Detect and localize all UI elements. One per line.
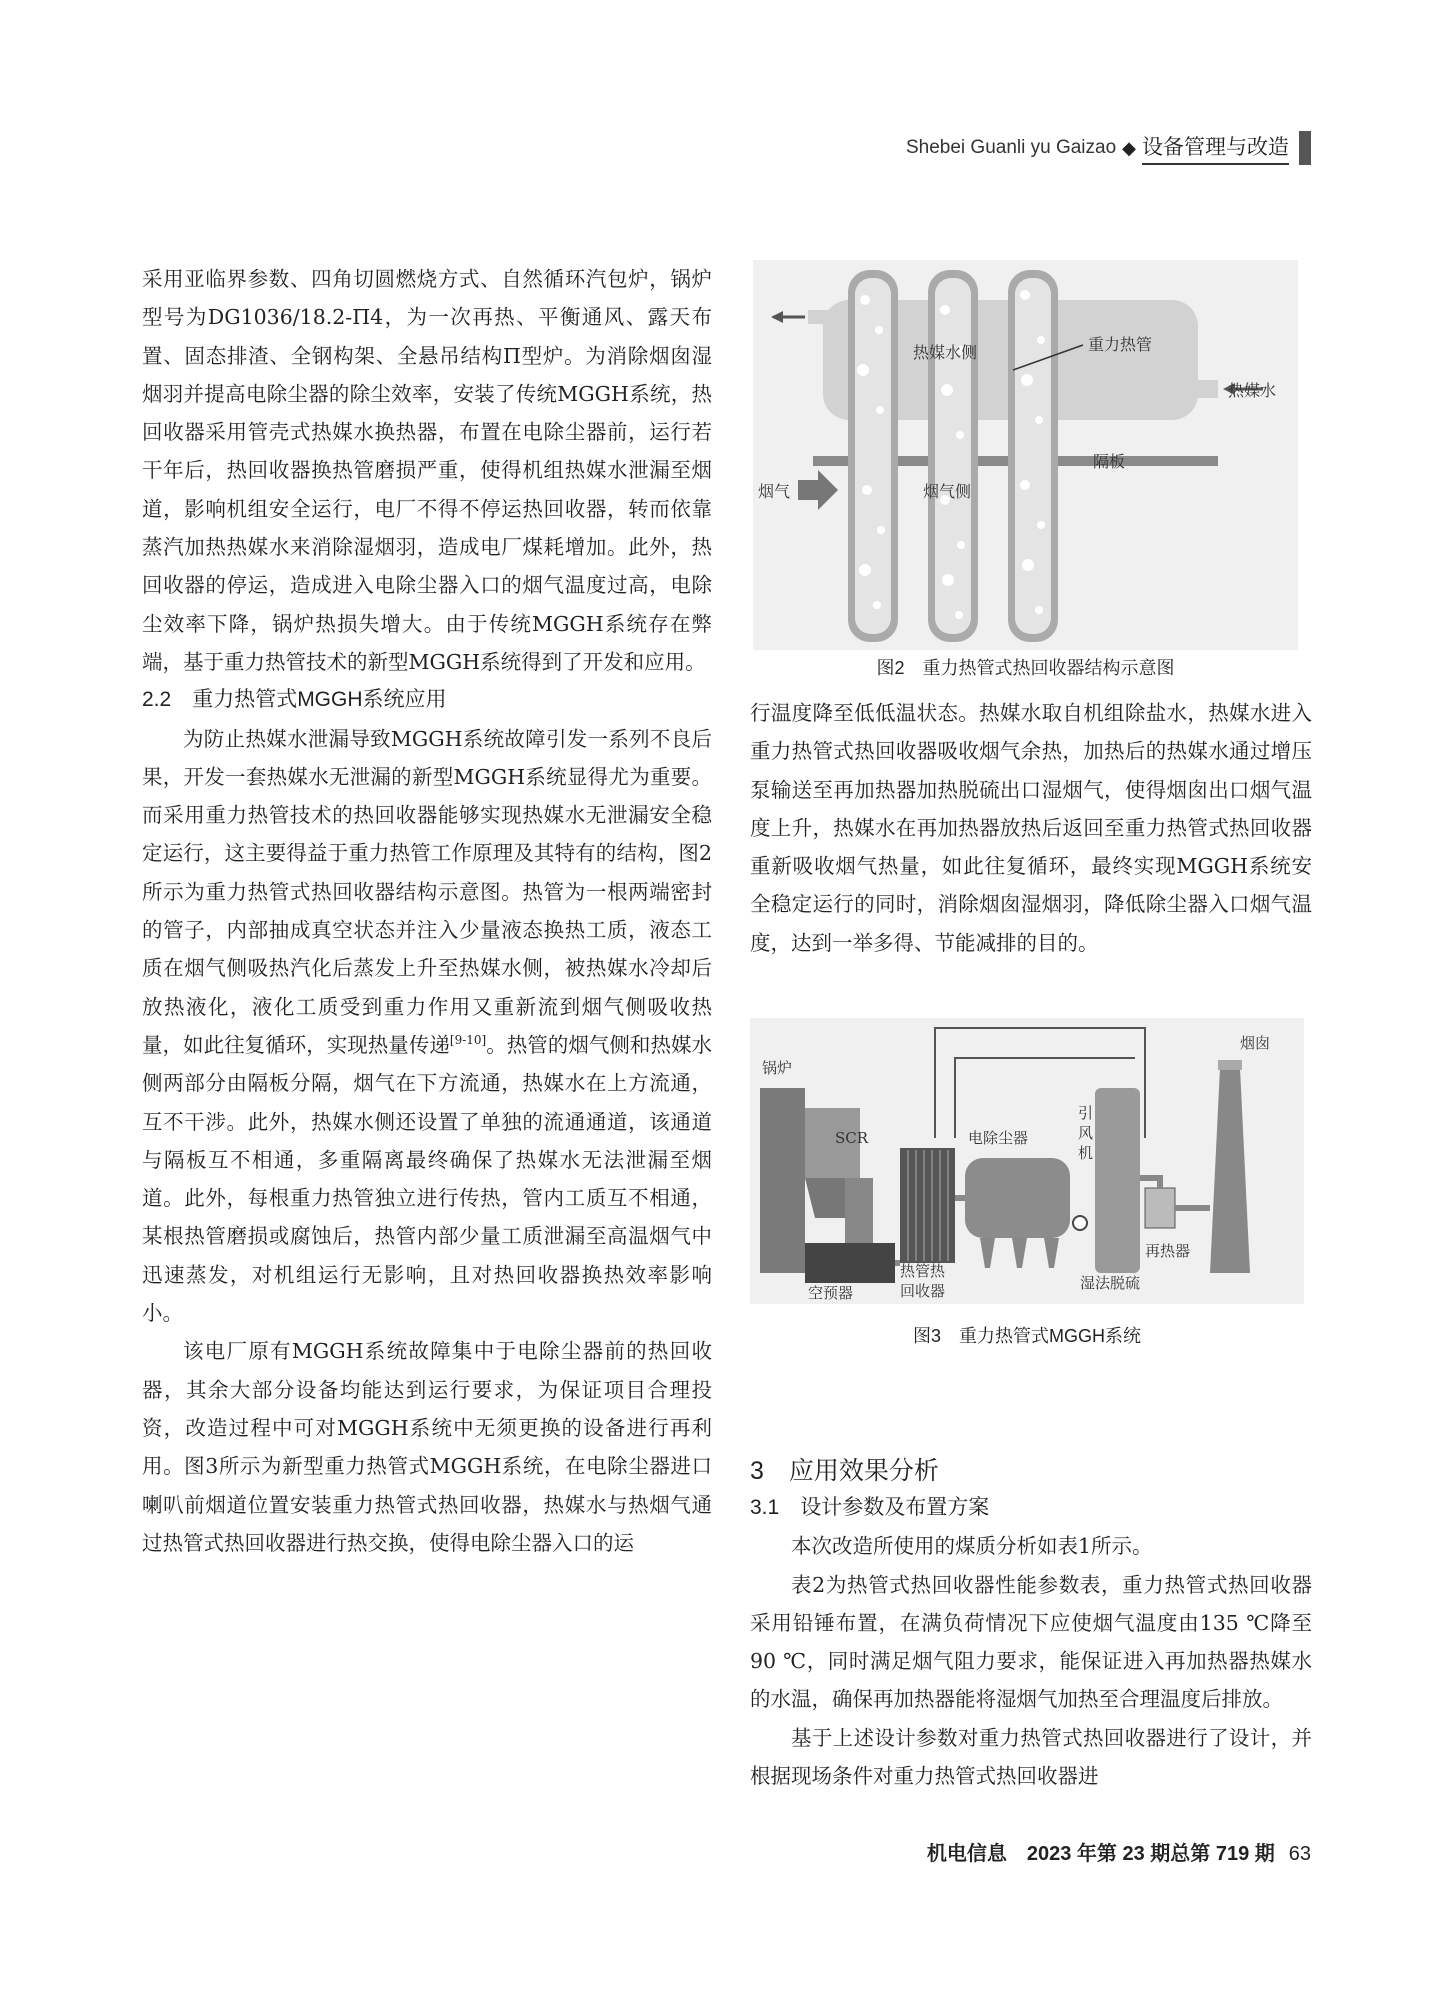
heat-pipe-3-core (1015, 278, 1051, 634)
figure-2-diagram (753, 260, 1298, 650)
electrostatic-precipitator (965, 1158, 1070, 1238)
chimney (1210, 1068, 1250, 1273)
figure-2-caption: 图2 重力热管式热回收器结构示意图 (876, 658, 1175, 678)
figure-2 (753, 260, 1298, 650)
paragraph-text: 为防止热媒水泄漏导致MGGH系统故障引发一系列不良后果，开发一套热媒水无泄漏的新型MGGH系统显得尤为重要。而采用重力热管技术的热回收器能够实现热媒水无泄漏安全稳定运行，这主要得益于重力热管工作原理及其特有的结构，图2所示为重力热管式热回收器结构示意图。热管为一根两端密封的管子，内部抽成真空状态并注入少量液态换热工质，液态工质在烟气侧吸热汽化后蒸发上升至热媒水侧，被热媒水冷却后放热液化，液化工质受到重力作用又重新流到烟气侧吸收热量，如此往复循环，实现热量传递 (142, 726, 712, 1057)
paragraph: 基于上述设计参数对重力热管式热回收器进行了设计，并根据现场条件对重力热管式热回收器进 (750, 1725, 1312, 1789)
paragraph: 表2为热管式热回收器性能参数表，重力热管式热回收器采用铅锤布置，在满负荷情况下应使烟气温度由135 ℃降至90 ℃，同时满足烟气阻力要求，能保证进入再加热器热媒水的水温，确保再加热器能将湿烟气加热至合理温度后排放。 (750, 1572, 1312, 1712)
section-heading-3: 3 应用效果分析 (750, 1457, 939, 1485)
header-bar (1299, 131, 1311, 165)
right-column-bottom (750, 1453, 1312, 1795)
heat-pipe-1-core (855, 278, 891, 634)
water-inlet-nozzle (1198, 380, 1218, 398)
left-column (142, 260, 712, 1562)
running-header (906, 130, 1311, 166)
label-gas-side: 烟气侧 (923, 482, 972, 501)
duct (1140, 1178, 1160, 1188)
figure-3 (750, 1018, 1304, 1304)
esp-hopper (1012, 1238, 1027, 1268)
journal-name-en: Shebei Guanli yu Gaizao (905, 137, 1117, 158)
label-heat-pipe: 重力热管 (1088, 335, 1153, 354)
label-fan-1: 引 (1078, 1104, 1094, 1122)
section-heading-3-1: 3.1 设计参数及布置方案 (750, 1496, 990, 1519)
scr-reactor (845, 1178, 873, 1253)
paragraph: 本次改造所使用的煤质分析如表1所示。 (791, 1534, 1153, 1559)
esp-hopper (1044, 1238, 1059, 1268)
figure-3-caption: 图3 重力热管式MGGH系统 (912, 1326, 1141, 1346)
label-fan-2: 风 (1078, 1124, 1094, 1142)
paragraph: 采用亚临界参数、四角切圆燃烧方式、自然循环汽包炉，锅炉型号为DG1036/18.2-Π4，为一次再热、平衡通风、露天布置、固态排渣、全钢构架、全悬吊结构Π型炉。为消除烟囱湿烟羽并提高电除尘器的除尘效率，安装了传统MGGH系统，热回收器采用管壳式热媒水换热器，布置在电除尘器前，运行若干年后，热回收器换热管磨损严重，使得机组热媒水泄漏至烟道，影响机组安全运行，电厂不得不停运热回收器，转而依靠蒸汽加热热媒水来消除湿烟羽，造成电厂煤耗增加。此外，热回收器的停运，造成进入电除尘器入口的烟气温度过高，电除尘效率下降，锅炉热损失增大。由于传统MGGH系统存在弊端，基于重力热管技术的新型MGGH系统得到了开发和应用。 (142, 267, 712, 674)
paragraph: 该电厂原有MGGH系统故障集中于电除尘器前的热回收器，其余大部分设备均能达到运行要求，为保证项目合理投资，改造过程中可对MGGH系统中无须更换的设备进行再利用。图3所示为新型重力热管式MGGH系统，在电除尘器进口喇叭前烟道位置安装重力热管式热回收器，热媒水与热烟气通过热管式热回收器进行热交换，使得电除尘器入口的运 (142, 1339, 712, 1555)
footer-journal: 机电信息 2023 年第 23 期总第 719 期 (926, 1843, 1275, 1865)
arrow-head-icon (771, 311, 783, 323)
label-fan-3: 机 (1078, 1144, 1094, 1162)
flue-gas-arrow-icon (798, 470, 838, 510)
paragraph: 行温度降至低低温状态。热媒水取自机组除盐水，热媒水进入重力热管式热回收器吸收烟气余热，加热后的热媒水通过增压泵输送至再加热器加热脱硫出口湿烟气，使得烟囱出口烟气温度上升，热媒水在再加热器放热后返回至重力热管式热回收器重新吸收烟气热量，如此往复循环，最终实现MGGH系统安全稳定运行的同时，消除烟囱湿烟羽，降低除尘器入口烟气温度，达到一举多得、节能减排的目的。 (750, 701, 1312, 955)
label-hp-recovery-2: 回收器 (900, 1282, 946, 1300)
label-reheater: 再热器 (1145, 1242, 1191, 1260)
id-fan (1073, 1216, 1087, 1230)
water-outlet-nozzle (808, 310, 828, 324)
chimney-top (1218, 1060, 1242, 1070)
boiler-body (760, 1088, 805, 1273)
figure-3-diagram (750, 1018, 1304, 1304)
wet-fgd-tower (1095, 1088, 1140, 1273)
label-hp-recovery-1: 热管热 (900, 1262, 946, 1280)
label-air-preheater: 空预器 (808, 1284, 854, 1302)
reheater (1145, 1188, 1175, 1228)
air-preheater (805, 1243, 895, 1283)
paragraph-text: 。热管的烟气侧和热媒水侧两部分由隔板分隔，烟气在下方流通，热媒水在上方流通，互不干涉。此外，热媒水侧还设置了单独的流通通道，该通道与隔板互不相通，多重隔离最终确保了热媒水无法泄漏至烟道。此外，每根重力热管独立进行传热，管内工质互不相通，某根热管磨损或腐蚀后，热管内部少量工质泄漏至高温烟气中迅速蒸发，对机组运行无影响，且对热回收器换热效率影响小。 (142, 1032, 713, 1326)
right-column-top (750, 694, 1312, 962)
label-scr: SCR (835, 1129, 869, 1147)
diamond-icon: ◆ (1122, 137, 1136, 158)
label-boiler: 锅炉 (762, 1059, 793, 1077)
section-heading-2-2: 2.2 重力热管式MGGH系统应用 (142, 688, 447, 712)
label-esp: 电除尘器 (968, 1129, 1029, 1147)
label-wet-fgd: 湿法脱硫 (1080, 1274, 1141, 1292)
esp-hopper (980, 1238, 995, 1268)
citation: [9-10] (449, 1033, 487, 1048)
paragraph (142, 720, 712, 1333)
label-hot-water: 热媒水 (1228, 381, 1277, 400)
label-chimney: 烟囱 (1240, 1034, 1271, 1052)
page-number: 63 (1288, 1843, 1311, 1865)
label-flue-gas: 烟气 (758, 482, 791, 501)
label-water-side: 热媒水侧 (913, 343, 978, 362)
label-partition: 隔板 (1093, 452, 1126, 471)
section-name-cn: 设备管理与改造 (1142, 131, 1289, 165)
page-footer (927, 1837, 1311, 1866)
